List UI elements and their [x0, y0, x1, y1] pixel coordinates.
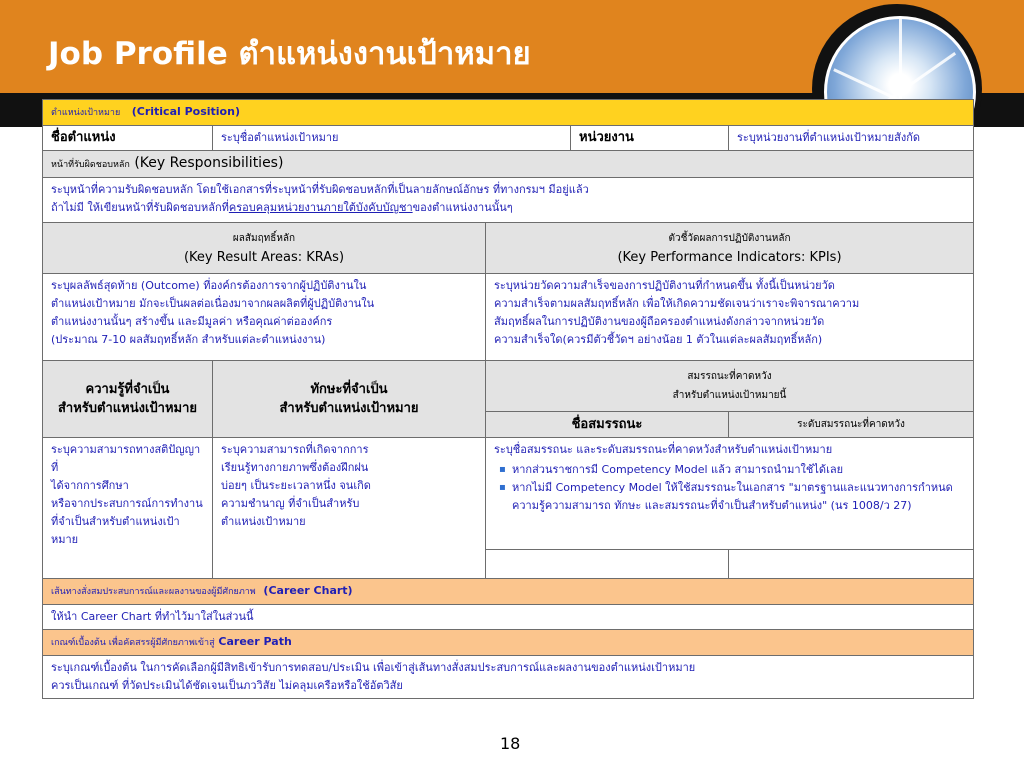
- kra-header-label: (Key Result Areas: KRAs): [183, 250, 345, 265]
- skills-text: [213, 438, 486, 579]
- unit-label: หน่วยงาน: [571, 126, 729, 151]
- critical-position-small: ตำแหน่งเป้าหมาย: [51, 108, 121, 118]
- skills-line: เรียนรู้ทางกายภาพซึ่งต้องฝึกฝน: [221, 461, 369, 474]
- critical-position-label: (Critical Position): [131, 105, 240, 118]
- knowledge-text: [43, 438, 213, 579]
- kpi-line: ความสำเร็จใด(ควรมีตัวชี้วัดฯ อย่างน้อย 1 ตัวในแต่ละผลสัมฤทธิ์หลัก): [494, 333, 823, 346]
- career-path-small: เกณฑ์เบื้องต้น เพื่อคัดสรรผู้มีศักยภาพเข้าสู่: [51, 638, 215, 648]
- kpi-text: [486, 274, 974, 361]
- knowledge-line: ที่จำเป็นสำหรับตำแหน่งเป้าหมาย: [51, 515, 180, 546]
- career-chart-text: ให้นำ Career Chart ที่ทำไว้มาใส่ในส่วนนี้: [43, 605, 974, 630]
- unit-value: ระบุหน่วยงานที่ตำแหน่งเป้าหมายสังกัด: [729, 126, 974, 151]
- skills-line: ความชำนาญ ที่จำเป็นสำหรับ: [221, 497, 360, 510]
- key-responsibilities-header-row: [43, 151, 974, 178]
- key-responsibilities-label: (Key Responsibilities): [134, 155, 284, 171]
- position-name-label: ชื่อตำแหน่ง: [43, 126, 213, 151]
- career-chart-row: [43, 605, 974, 630]
- line2-suffix: ของตำแหน่งงานนั้นๆ: [412, 201, 513, 214]
- skills-line: ตำแหน่งเป้าหมาย: [221, 515, 306, 528]
- kra-header: [43, 223, 486, 274]
- competency-header-line1: สมรรถนะที่คาดหวัง: [687, 371, 772, 382]
- skills-header-line2: สำหรับตำแหน่งเป้าหมาย: [279, 401, 419, 416]
- key-responsibilities-line2: [51, 199, 965, 217]
- knowledge-header-line2: สำหรับตำแหน่งเป้าหมาย: [57, 401, 197, 416]
- kra-line: (ประมาณ 7-10 ผลสัมฤทธิ์หลัก สำหรับแต่ละตำแหน่งงาน): [51, 333, 326, 346]
- skills-line: ระบุความสามารถที่เกิดจากการ: [221, 443, 369, 456]
- competency-bullet: ▪ หากส่วนราชการมี Competency Model แล้ว สามารถนำมาใช้ได้เลย: [512, 461, 965, 479]
- competency-empty-name: [486, 550, 729, 579]
- kra-header-small: ผลสัมฤทธิ์หลัก: [232, 233, 296, 244]
- career-path-line2: ควรเป็นเกณฑ์ ที่วัดประเมินได้ชัดเจนเป็นภววิสัย ไม่คลุมเครือหรือใช้อัตวิสัย: [51, 679, 403, 692]
- kpi-header-label: (Key Performance Indicators: KPIs): [617, 250, 842, 265]
- career-chart-header: [43, 579, 974, 605]
- kpi-line: ความสำเร็จตามผลสัมฤทธิ์หลัก เพื่อให้เกิดความชัดเจนว่าเราจะพิจารณาความ: [494, 297, 860, 310]
- competency-name-header: ชื่อสมรรถนะ: [486, 412, 729, 438]
- career-path-label: Career Path: [218, 635, 292, 648]
- critical-position-cell: [43, 100, 974, 126]
- kpi-line: สัมฤทธิ์ผลในการปฏิบัติงานของผู้ถือครองตำแหน่งดังกล่าวจากหน่วยวัด: [494, 315, 825, 328]
- slide-title: Job Profile ตำแหน่งงานเป้าหมาย: [48, 36, 531, 72]
- kra-line: ระบุผลลัพธ์สุดท้าย (Outcome) ที่องค์กรต้องการจากผู้ปฏิบัติงานใน: [51, 279, 367, 292]
- kra-text: [43, 274, 486, 361]
- knowledge-line: หรือจากประสบการณ์การทำงาน: [51, 497, 203, 510]
- critical-position-row: [43, 100, 974, 126]
- kpi-header: [486, 223, 974, 274]
- competency-empty-level: [729, 550, 974, 579]
- kra-kpi-header-row: [43, 223, 974, 274]
- knowledge-line: ระบุความสามารถทางสติปัญญาที่: [51, 443, 201, 474]
- line2-underlined: ครอบคลุมหน่วยงานภายใต้บังคับบัญชา: [228, 201, 413, 214]
- kra-kpi-body-row: [43, 274, 974, 361]
- knowledge-header-line1: ความรู้ที่จำเป็น: [85, 382, 170, 397]
- competency-level-header: ระดับสมรรถนะที่คาดหวัง: [729, 412, 974, 438]
- career-chart-small: เส้นทางสั่งสมประสบการณ์และผลงานของผู้มีศักยภาพ: [51, 587, 256, 597]
- competency-intro: ระบุชื่อสมรรถนะ และระดับสมรรถนะที่คาดหวังสำหรับตำแหน่งเป้าหมาย: [494, 443, 833, 456]
- skills-header: [213, 361, 486, 438]
- skills-header-line1: ทักษะที่จำเป็น: [310, 382, 388, 397]
- key-responsibilities-row: [43, 178, 974, 223]
- key-responsibilities-header: [43, 151, 974, 178]
- career-path-row: [43, 656, 974, 699]
- kra-line: ตำแหน่งงานนั้นๆ สร้างขึ้น และมีมูลค่า หรือคุณค่าต่อองค์กร: [51, 315, 333, 328]
- position-name-value: ระบุชื่อตำแหน่งเป้าหมาย: [213, 126, 571, 151]
- career-path-text: [43, 656, 974, 699]
- competency-text: [486, 438, 974, 550]
- ksc-header-row: [43, 361, 974, 412]
- kpi-header-small: ตัวชี้วัดผลการปฏิบัติงานหลัก: [668, 233, 791, 244]
- competency-header-line2: สำหรับตำแหน่งเป้าหมายนี้: [672, 390, 787, 401]
- competency-header: [486, 361, 974, 412]
- knowledge-line: ได้จากการศึกษา: [51, 479, 129, 492]
- career-chart-label: (Career Chart): [263, 584, 353, 597]
- job-profile-table: [42, 99, 974, 699]
- competency-bullets: [494, 461, 965, 515]
- career-chart-header-row: [43, 579, 974, 605]
- career-path-line1: ระบุเกณฑ์เบื้องต้น ในการคัดเลือกผู้มีสิทธิเข้ารับการทดสอบ/ประเมิน เพื่อเข้าสู่เส้นทางสั่งสมประสบการณ์และผลงานของตำแหน่งเป้าหมาย: [51, 661, 696, 674]
- career-path-header: [43, 630, 974, 656]
- competency-bullet: ▪ หากไม่มี Competency Model ให้ใช้สมรรถนะในเอกสาร "มาตรฐานและแนวทางการกำหนดความรู้ความสามารถ ทักษะ และสมรรถนะที่จำเป็นสำหรับตำแหน่ง" (นร 1008/ว 27): [512, 479, 965, 515]
- line2-prefix: ถ้าไม่มี ให้เขียนหน้าที่รับผิดชอบหลักที่: [51, 201, 229, 214]
- kra-line: ตำแหน่งเป้าหมาย มักจะเป็นผลต่อเนื่องมาจากผลผลิตที่ผู้ปฏิบัติงานใน: [51, 297, 375, 310]
- kpi-line: ระบุหน่วยวัดความสำเร็จของการปฏิบัติงานที่กำหนดขึ้น ทั้งนี้เป็นหน่วยวัด: [494, 279, 835, 292]
- skills-line: บ่อยๆ เป็นระยะเวลาหนึ่ง จนเกิด: [221, 479, 371, 492]
- career-path-header-row: [43, 630, 974, 656]
- ksc-body-row: [43, 438, 974, 550]
- key-responsibilities-line1: ระบุหน้าที่ความรับผิดชอบหลัก โดยใช้เอกสารที่ระบุหน้าที่รับผิดชอบหลักที่เป็นลายลักษณ์อักษร ที่ทางกรมฯ มีอยู่แล้ว: [51, 183, 589, 196]
- position-row: [43, 126, 974, 151]
- key-responsibilities-text: [43, 178, 974, 223]
- knowledge-header: [43, 361, 213, 438]
- key-responsibilities-small: หน้าที่รับผิดชอบหลัก: [51, 160, 130, 170]
- page-number: 18: [500, 734, 521, 753]
